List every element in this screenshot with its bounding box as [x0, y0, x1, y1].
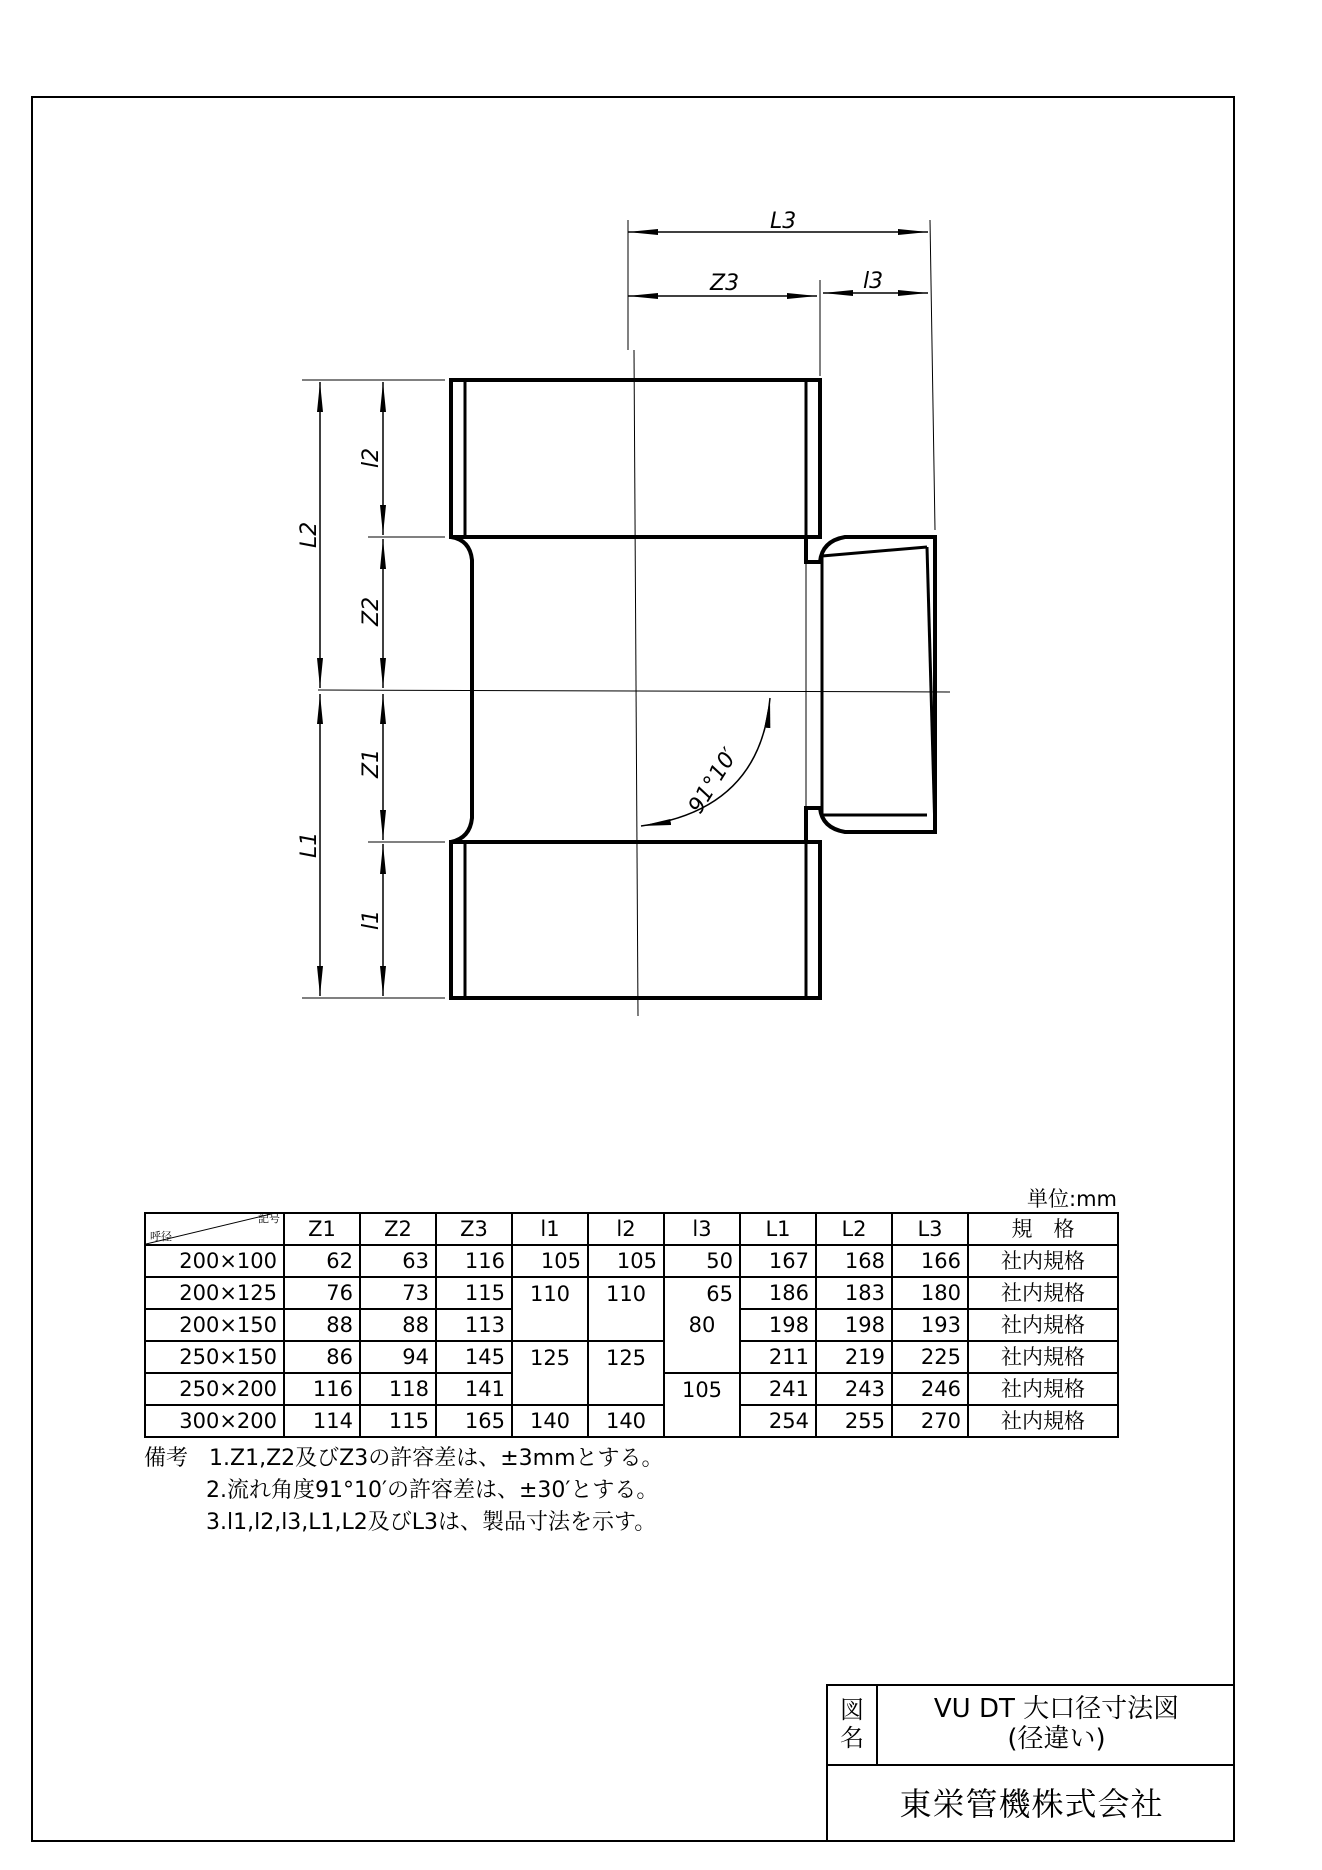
corner-label-symbol: 記号 [258, 1212, 280, 1225]
z1-cell: 86 [284, 1341, 360, 1373]
corner-cell [145, 1213, 284, 1245]
l1-cell: 110 [512, 1277, 588, 1309]
label-l2: l2 [359, 447, 384, 468]
note-line-2 [144, 1475, 664, 1507]
dimension-labels [297, 209, 883, 930]
L1-cell: 211 [740, 1341, 816, 1373]
table-header-row [145, 1213, 1118, 1245]
note-item: 2.流れ角度91°10′の許容差は、±30′とする。 [206, 1478, 659, 1503]
notes-heading: 備考 [144, 1446, 189, 1471]
center-lines [318, 350, 950, 1016]
z3-cell: 113 [436, 1309, 512, 1341]
title-block-label [826, 1684, 876, 1764]
size-cell: 200×125 [145, 1277, 284, 1309]
label-L1: L1 [297, 831, 322, 858]
l3-cell: 65 [664, 1277, 740, 1309]
z1-cell: 88 [284, 1309, 360, 1341]
z2-cell: 63 [360, 1245, 436, 1277]
col-header-L3: L3 [892, 1213, 968, 1245]
fitting-body [451, 380, 935, 998]
l1-cell: 125 [512, 1341, 588, 1373]
l3-cell: 105 [664, 1373, 740, 1405]
title-block [826, 1684, 1235, 1842]
unit-label: 単位:mm [1027, 1187, 1117, 1211]
standard-cell: 社内規格 [968, 1277, 1118, 1309]
L2-cell: 219 [816, 1341, 892, 1373]
L3-cell: 193 [892, 1309, 968, 1341]
col-header-l3-small: l3 [664, 1213, 740, 1245]
table-row [145, 1277, 1118, 1309]
note-item: 3.l1,l2,l3,L1,L2及びL3は、製品寸法を示す。 [206, 1510, 657, 1535]
col-header-standard: 規 格 [968, 1213, 1118, 1245]
z3-cell: 141 [436, 1373, 512, 1405]
L3-cell: 180 [892, 1277, 968, 1309]
l1-cell: 140 [512, 1405, 588, 1437]
label-L3: L3 [770, 209, 797, 234]
z1-cell: 116 [284, 1373, 360, 1405]
label-l3: l3 [863, 269, 884, 294]
col-header-L2: L2 [816, 1213, 892, 1245]
standard-cell: 社内規格 [968, 1245, 1118, 1277]
z3-cell: 145 [436, 1341, 512, 1373]
top-socket [451, 380, 820, 537]
standard-cell: 社内規格 [968, 1309, 1118, 1341]
z1-cell: 76 [284, 1277, 360, 1309]
bottom-socket [451, 842, 820, 998]
col-header-z1: Z1 [284, 1213, 360, 1245]
col-header-l1-small: l1 [512, 1213, 588, 1245]
branch-outlet [806, 537, 935, 842]
drawing-title [876, 1684, 1235, 1764]
L3-cell: 225 [892, 1341, 968, 1373]
table-row [145, 1341, 1118, 1373]
l3-cell: 50 [664, 1245, 740, 1277]
L1-cell: 167 [740, 1245, 816, 1277]
drawing-title-line-2: (径違い) [1007, 1724, 1106, 1754]
table-row [145, 1373, 1118, 1405]
L3-cell: 166 [892, 1245, 968, 1277]
corner-label-size: 呼径 [150, 1230, 172, 1243]
z1-cell: 62 [284, 1245, 360, 1277]
z3-cell: 165 [436, 1405, 512, 1437]
extension-lines [302, 220, 935, 998]
table-row [145, 1245, 1118, 1277]
l1-cell-merged [512, 1373, 588, 1405]
table-row [145, 1405, 1118, 1437]
l2-cell-merged [588, 1309, 664, 1341]
L2-cell: 243 [816, 1373, 892, 1405]
L1-cell: 254 [740, 1405, 816, 1437]
label-Z3: Z3 [710, 271, 740, 296]
size-cell: 250×200 [145, 1373, 284, 1405]
col-header-L1: L1 [740, 1213, 816, 1245]
z2-cell: 115 [360, 1405, 436, 1437]
L2-cell: 198 [816, 1309, 892, 1341]
standard-cell: 社内規格 [968, 1373, 1118, 1405]
l1-cell: 105 [512, 1245, 588, 1277]
l2-cell: 140 [588, 1405, 664, 1437]
l3-cell-merged [664, 1341, 740, 1373]
l2-cell: 125 [588, 1341, 664, 1373]
L1-cell: 241 [740, 1373, 816, 1405]
col-header-z2: Z2 [360, 1213, 436, 1245]
z2-cell: 94 [360, 1341, 436, 1373]
l2-cell: 105 [588, 1245, 664, 1277]
size-cell: 250×150 [145, 1341, 284, 1373]
l1-cell-merged [512, 1309, 588, 1341]
z3-cell: 115 [436, 1277, 512, 1309]
table-row [145, 1309, 1118, 1341]
title-label-2: 名 [840, 1724, 864, 1752]
note-item: 1.Z1,Z2及びZ3の許容差は、±3mmとする。 [209, 1446, 664, 1471]
size-cell: 300×200 [145, 1405, 284, 1437]
label-angle: 91°10′ [683, 743, 744, 819]
drawing-title-line-1: VU DT 大口径寸法図 [933, 1694, 1180, 1724]
col-header-l2-small: l2 [588, 1213, 664, 1245]
notes-section [144, 1443, 664, 1539]
label-l1: l1 [359, 909, 384, 930]
label-Z1: Z1 [359, 748, 384, 778]
L2-cell: 183 [816, 1277, 892, 1309]
L1-cell: 198 [740, 1309, 816, 1341]
size-cell: 200×150 [145, 1309, 284, 1341]
z1-cell: 114 [284, 1405, 360, 1437]
col-header-z3: Z3 [436, 1213, 512, 1245]
note-line-1 [144, 1443, 664, 1475]
main-pipe-left [451, 537, 472, 842]
l2-cell-merged [588, 1373, 664, 1405]
company-name: 東栄管機株式会社 [826, 1764, 1235, 1842]
L3-cell: 246 [892, 1373, 968, 1405]
size-cell: 200×100 [145, 1245, 284, 1277]
standard-cell: 社内規格 [968, 1341, 1118, 1373]
L2-cell: 255 [816, 1405, 892, 1437]
z3-cell: 116 [436, 1245, 512, 1277]
dimension-lines [320, 232, 928, 996]
l3-cell: 80 [664, 1309, 740, 1341]
l3-cell-merged [664, 1405, 740, 1437]
title-label-1: 図 [840, 1696, 864, 1724]
note-line-3 [144, 1507, 664, 1539]
l2-cell: 110 [588, 1277, 664, 1309]
label-Z2: Z2 [359, 596, 384, 626]
L3-cell: 270 [892, 1405, 968, 1437]
L1-cell: 186 [740, 1277, 816, 1309]
z2-cell: 73 [360, 1277, 436, 1309]
z2-cell: 118 [360, 1373, 436, 1405]
standard-cell: 社内規格 [968, 1405, 1118, 1437]
label-L2: L2 [297, 521, 322, 548]
L2-cell: 168 [816, 1245, 892, 1277]
z2-cell: 88 [360, 1309, 436, 1341]
dimension-table [144, 1212, 1119, 1438]
